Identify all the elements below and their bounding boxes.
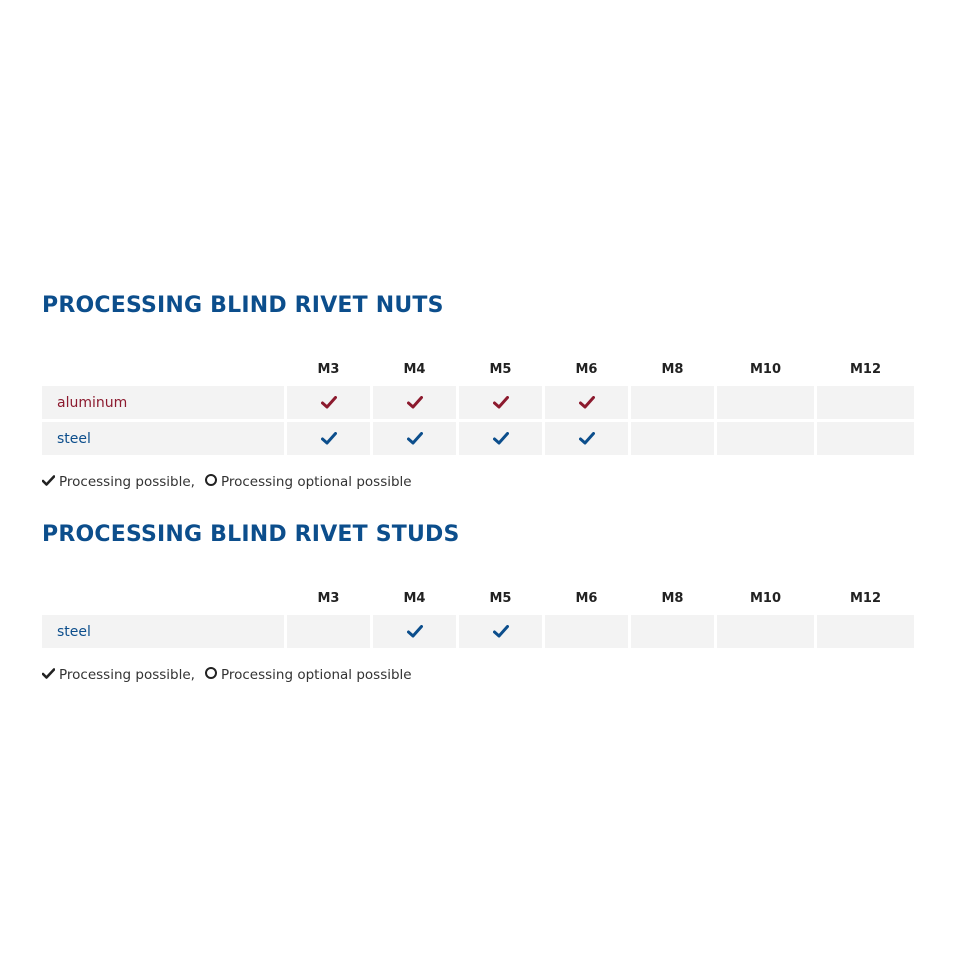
column-header: M3 <box>317 591 340 606</box>
check-icon <box>579 432 595 445</box>
table-cell <box>545 615 628 648</box>
table-cell <box>459 615 542 648</box>
table-cell <box>817 615 914 648</box>
legend <box>42 473 412 491</box>
check-icon <box>42 666 55 684</box>
column-header: M8 <box>661 591 684 606</box>
matrix-rivet-nuts <box>42 360 914 458</box>
header-row <box>42 360 914 380</box>
check-icon <box>42 473 55 491</box>
check-icon <box>321 396 337 409</box>
legend-possible-label: Processing possible, <box>59 667 195 683</box>
section-rivet-studs <box>42 521 914 683</box>
table-cell <box>459 422 542 455</box>
column-header: M5 <box>489 362 512 377</box>
table-cell <box>717 422 814 455</box>
material-label: steel <box>42 615 284 648</box>
column-header: M4 <box>403 362 426 377</box>
check-icon <box>407 432 423 445</box>
legend-possible-label: Processing possible, <box>59 474 195 490</box>
column-header: M10 <box>749 362 782 377</box>
section-title: PROCESSING BLIND RIVET STUDS <box>42 522 460 547</box>
column-header: M6 <box>575 591 598 606</box>
table-cell <box>631 615 714 648</box>
check-icon <box>579 396 595 409</box>
ring-icon <box>205 666 217 684</box>
table-row <box>42 422 914 455</box>
table-row <box>42 386 914 419</box>
table-cell <box>817 422 914 455</box>
column-header: M4 <box>403 591 426 606</box>
table-cell <box>545 422 628 455</box>
column-header: M5 <box>489 591 512 606</box>
table-cell <box>373 422 456 455</box>
legend <box>42 666 412 684</box>
table-cell <box>717 386 814 419</box>
table-cell <box>631 422 714 455</box>
table-cell <box>817 386 914 419</box>
material-label: aluminum <box>42 386 284 419</box>
table-cell <box>631 386 714 419</box>
section-rivet-nuts <box>42 292 914 490</box>
table-cell <box>373 386 456 419</box>
column-header: M12 <box>849 591 882 606</box>
table-cell <box>717 615 814 648</box>
check-icon <box>493 432 509 445</box>
check-icon <box>407 396 423 409</box>
legend-optional-label: Processing optional possible <box>220 474 412 490</box>
table-cell <box>287 615 370 648</box>
column-header: M8 <box>661 362 684 377</box>
matrix-rivet-studs <box>42 589 914 651</box>
column-header: M10 <box>749 591 782 606</box>
column-header: M6 <box>575 362 598 377</box>
section-title: PROCESSING BLIND RIVET NUTS <box>42 293 444 318</box>
table-cell <box>287 386 370 419</box>
table-cell <box>459 386 542 419</box>
table-row <box>42 615 914 648</box>
legend-optional-label: Processing optional possible <box>220 667 412 683</box>
ring-icon <box>205 473 217 491</box>
check-icon <box>493 625 509 638</box>
column-header: M12 <box>849 362 882 377</box>
table-cell <box>373 615 456 648</box>
table-cell <box>287 422 370 455</box>
column-header: M3 <box>317 362 340 377</box>
check-icon <box>493 396 509 409</box>
check-icon <box>407 625 423 638</box>
material-label: steel <box>42 422 284 455</box>
table-cell <box>545 386 628 419</box>
check-icon <box>321 432 337 445</box>
header-row <box>42 589 914 609</box>
